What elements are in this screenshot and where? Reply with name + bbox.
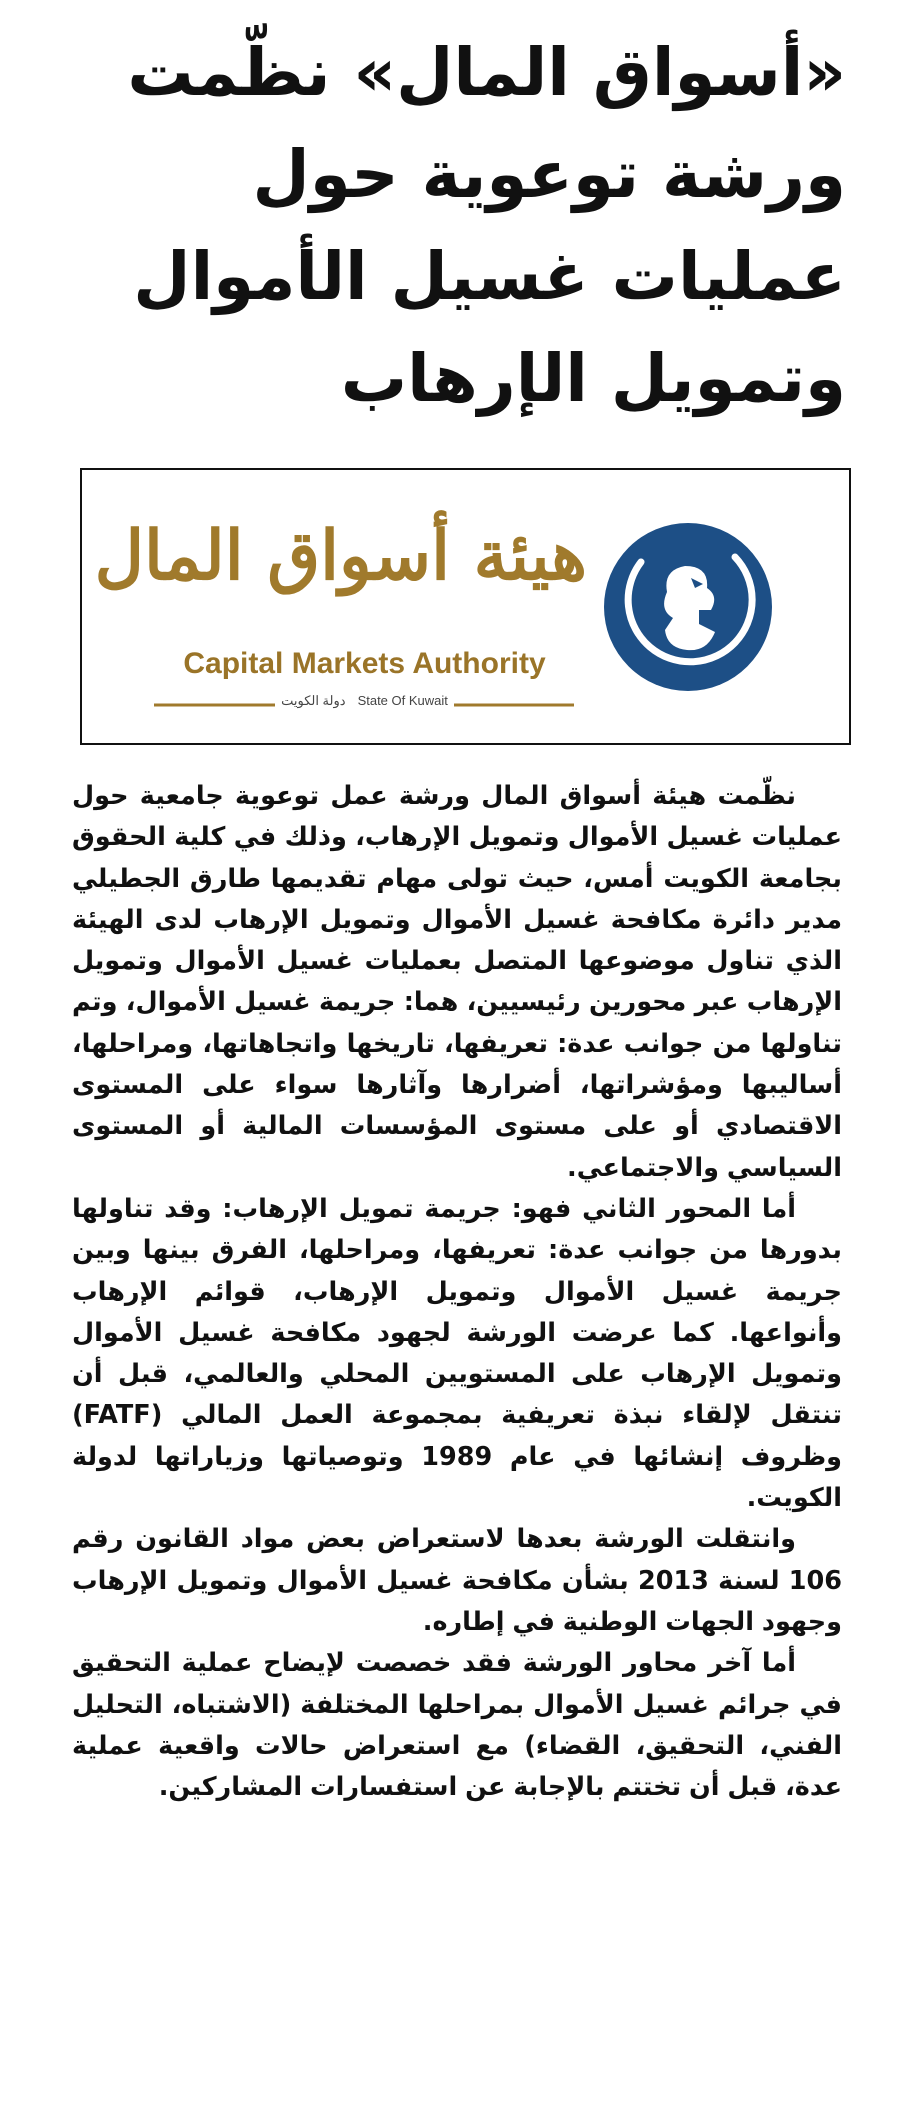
article-paragraph: أما المحور الثاني فهو: جريمة تمويل الإرهاب: وقد تناولها بدورها من جوانب عدة: تعريفها، ومراحلها، الفرق بينها وبين جريمة غسيل الأموال وتمويل الإرهاب، قوائم الإرهاب وأنواعها. كما عرضت الورشة لجهود مكافحة غسيل الأموال وتمويل الإرهاب على المستويين المحلي والعالمي، قبل أن تنتقل لإلقاء نبذة تعريفية بمجموعة العمل المالي (FATF) وظروف إنشائها في عام 1989 وتوصياتها وزياراتها لدولة الكويت.	[72, 1193, 842, 1514]
logo-english-name: Capital Markets Authority	[183, 647, 546, 680]
logo-box	[80, 468, 851, 745]
article-paragraph: أما آخر محاور الورشة فقد خصصت لإيضاح عملية التحقيق في جرائم غسيل الأموال بمراحلها المختلفة (الاشتباه، التحليل الفني، التحقيق، القضاء) مع استعراض حالات واقعية عملية عدة، قبل أن تختتم بالإجابة عن استفسارات المشاركين.	[72, 1648, 842, 1803]
logo-state-ar: دولة الكويت	[275, 693, 351, 708]
article-paragraph: وانتقلت الورشة بعدها لاستعراض بعض مواد القانون رقم 106 لسنة 2013 بشأن مكافحة غسيل الأموال وتمويل الإرهاب وجهود الجهات الوطنية في إطاره.	[72, 1524, 843, 1637]
article-paragraph: نظّمت هيئة أسواق المال ورشة عمل توعوية جامعية حول عمليات غسيل الأموال وتمويل الإرهاب، وذلك في كلية الحقوق بجامعة الكويت أمس، حيث تولى مهام تقديمها طارق الجطيلي مدير دائرة مكافحة غسيل الأموال وتمويل الإرهاب لدى الهيئة الذي تناول موضوعها المتصل بعمليات غسيل الأموال وتمويل الإرهاب عبر محورين رئيسيين، هما: جريمة غسيل الأموال، وتم تناولها من جوانب عدة: تعريفها، تاريخها واتجاهاتها، ومراحلها، أساليبها ومؤشراتها، أضرارها وآثارها سواء على المستوى الاقتصادي أو على مستوى المؤسسات المالية أو المستوى السياسي والاجتماعي.	[72, 781, 842, 1183]
logo-arabic-name: هيئة أسواق المال	[94, 516, 587, 596]
headline: «أسواق المال» نظّمت ورشة توعوية حول عمليات غسيل الأموال وتمويل الإرهاب	[127, 34, 846, 417]
falcon-emblem-icon	[603, 522, 773, 692]
logo-state-line	[142, 692, 587, 710]
logo-state-en: State Of Kuwait	[352, 693, 454, 708]
article-body	[72, 776, 842, 1808]
